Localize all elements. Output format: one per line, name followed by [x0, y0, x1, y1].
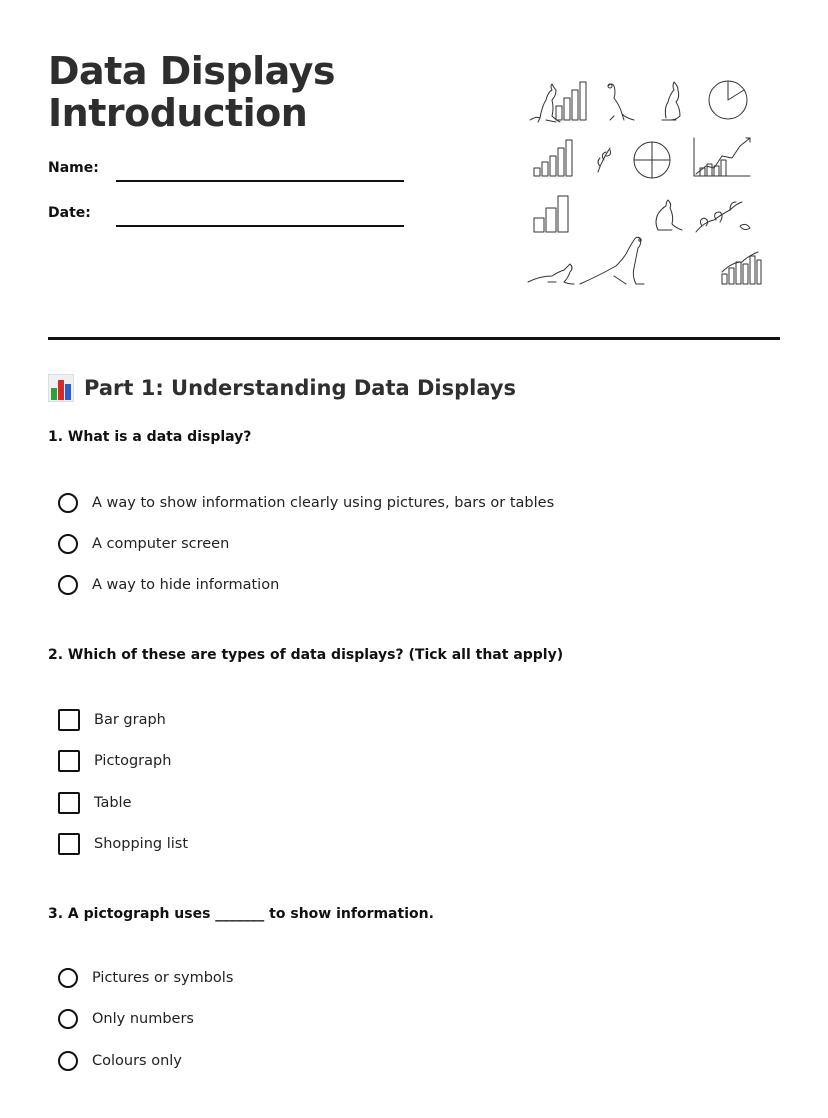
name-field[interactable] [48, 158, 408, 188]
q3-option-1-label: Pictures or symbols [92, 970, 234, 986]
kangaroo-and-graphs-icon [526, 76, 762, 296]
q1-option-1-label: A way to show information clearly using pictures, bars or tables [92, 495, 555, 511]
kangaroo-sketch-2 [608, 84, 634, 120]
worksheet-page [48, 0, 780, 1118]
q3-option-1-radio[interactable] [58, 968, 78, 988]
section-divider [48, 337, 780, 340]
leaf-sketch-2 [696, 202, 750, 232]
kangaroo-sketch-5 [528, 264, 574, 284]
title-line-1: Data Displays [48, 49, 335, 93]
part1-heading [48, 374, 516, 402]
question-3-text: 3. A pictograph uses _______ to show information. [48, 906, 434, 922]
q1-option-3-label: A way to hide information [92, 577, 280, 593]
q1-option-2[interactable] [58, 531, 229, 557]
q3-option-3-radio[interactable] [58, 1051, 78, 1071]
name-label: Name: [48, 160, 99, 176]
bar-sketch-1 [556, 82, 586, 120]
date-label: Date: [48, 205, 91, 221]
leaf-sketch-1 [598, 148, 611, 172]
q3-option-2-label: Only numbers [92, 1011, 194, 1027]
bar-sketch-4 [722, 252, 762, 284]
q2-option-2[interactable] [58, 748, 171, 774]
question-1-text: 1. What is a data display? [48, 429, 252, 445]
bar-chart-icon [48, 374, 74, 402]
bar-sketch-3 [534, 196, 568, 232]
q3-option-2[interactable] [58, 1006, 194, 1032]
pie-sketch-1 [709, 81, 747, 119]
q2-option-4-label: Shopping list [94, 836, 189, 852]
q2-option-2-label: Pictograph [94, 753, 172, 769]
line-growth-sketch [694, 138, 750, 176]
kangaroo-sketch-4 [656, 200, 682, 230]
q3-option-2-radio[interactable] [58, 1009, 78, 1029]
q2-option-1[interactable] [58, 707, 166, 733]
q2-option-3-label: Table [94, 795, 132, 811]
q2-option-4-checkbox[interactable] [58, 833, 80, 855]
q2-option-1-label: Bar graph [94, 712, 166, 728]
q2-option-4[interactable] [58, 831, 188, 857]
q1-option-2-label: A computer screen [92, 536, 230, 552]
q3-option-3[interactable] [58, 1048, 182, 1074]
q1-option-3-radio[interactable] [58, 575, 78, 595]
q3-option-1[interactable] [58, 965, 233, 991]
quadrant-pie-sketch [634, 142, 670, 178]
q2-option-3[interactable] [58, 790, 132, 816]
q2-option-2-checkbox[interactable] [58, 750, 80, 772]
name-line[interactable] [116, 180, 404, 182]
q1-option-1-radio[interactable] [58, 493, 78, 513]
q1-option-3[interactable] [58, 572, 279, 598]
kangaroo-sketch-6 [580, 237, 644, 284]
date-field[interactable] [48, 203, 408, 233]
bar-sketch-2 [534, 140, 572, 176]
q2-option-3-checkbox[interactable] [58, 792, 80, 814]
q2-option-1-checkbox[interactable] [58, 709, 80, 731]
q1-option-1[interactable] [58, 490, 554, 516]
part1-title: Part 1: Understanding Data Displays [84, 376, 517, 400]
kangaroo-sketch-3 [662, 82, 680, 120]
worksheet-title [48, 50, 335, 134]
q3-option-3-label: Colours only [92, 1053, 182, 1069]
question-2-text: 2. Which of these are types of data displays? (Tick all that apply) [48, 647, 564, 663]
date-line[interactable] [116, 225, 404, 227]
q1-option-2-radio[interactable] [58, 534, 78, 554]
title-line-2: Introduction [48, 91, 308, 135]
